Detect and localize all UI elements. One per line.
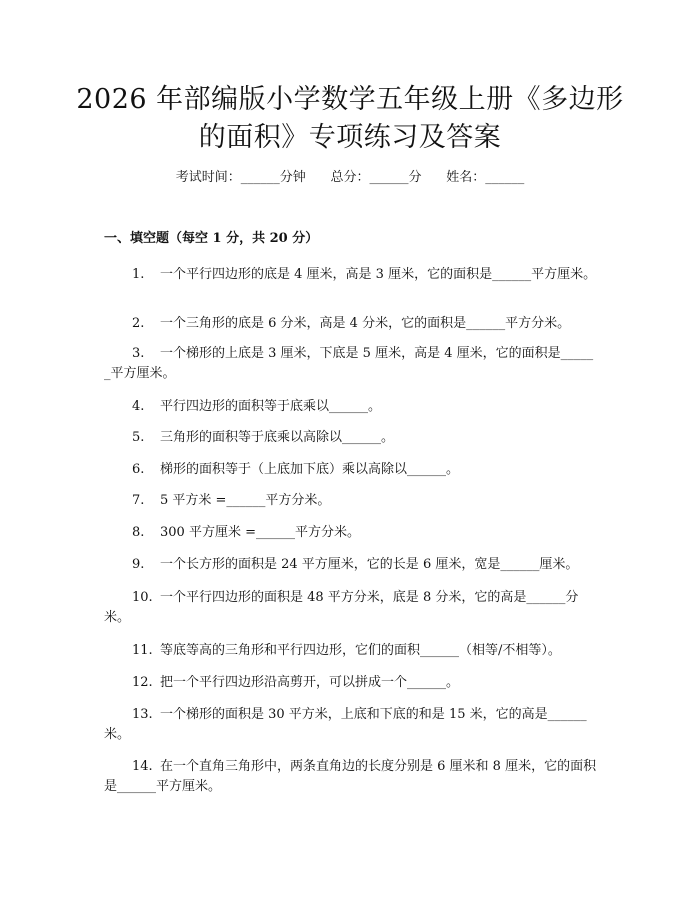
question-text: 一个梯形的面积是 30 平方米，上底和下底的和是 15 米，它的高是______米。 [104,707,587,742]
section-heading-fill-in: 一、填空题（每空 1 分，共 20 分） [104,231,319,246]
question-text: 三角形的面积等于底乘以高除以______。 [160,430,395,445]
question-number: 6. [132,462,145,477]
question-number: 5. [132,430,145,445]
question-number: 9. [132,557,145,572]
question-text: 平行四边形的面积等于底乘以______。 [160,399,382,414]
question-10 [104,588,598,628]
question-number: 11. [132,643,153,658]
question-2 [104,314,598,334]
question-3 [104,344,598,384]
question-13 [104,705,598,745]
question-text: 把一个平行四边形沿高剪开，可以拼成一个______。 [160,675,460,690]
question-number: 8. [132,525,145,540]
question-text: 5 平方米 =______平方分米。 [160,493,331,508]
question-text: 一个平行四边形的底是 4 厘米，高是 3 厘米，它的面积是______平方厘米。 [160,267,597,282]
question-9 [104,555,598,575]
question-number: 3. [132,346,145,361]
question-text: 梯形的面积等于（上底加下底）乘以高除以______。 [160,462,460,477]
exam-info-line: 考试时间：______分钟 总分：______分 姓名：______ [175,170,525,185]
document-title-line-1: 2026 年部编版小学数学五年级上册《多边形 [76,84,624,115]
question-number: 4. [132,399,145,414]
question-8 [104,523,598,543]
question-text: 在一个直角三角形中，两条直角边的长度分别是 6 厘米和 8 厘米，它的面积是______平方厘米。 [104,759,597,794]
question-number: 1. [132,267,145,282]
question-12 [104,673,598,693]
question-number: 2. [132,316,145,331]
question-1 [104,265,598,285]
question-5 [104,428,598,448]
question-14 [104,757,598,797]
question-7 [104,491,598,511]
question-text: 300 平方厘米 =______平方分米。 [160,525,360,540]
question-number: 10. [132,590,153,605]
question-number: 14. [132,759,153,774]
question-number: 13. [132,707,153,722]
question-text: 一个三角形的底是 6 分米，高是 4 分米，它的面积是______平方分米。 [160,316,571,331]
question-text: 等底等高的三角形和平行四边形，它们的面积______（相等/不相等）。 [160,643,561,658]
question-6 [104,460,598,480]
question-number: 12. [132,675,153,690]
question-text: 一个长方形的面积是 24 平方厘米，它的长是 6 厘米，宽是______厘米。 [160,557,579,572]
question-11 [104,641,598,661]
question-number: 7. [132,493,145,508]
document-title-line-2: 的面积》专项练习及答案 [198,122,502,153]
question-text: 一个梯形的上底是 3 厘米，下底是 5 厘米，高是 4 厘米，它的面积是______平方厘米。 [104,346,594,381]
question-text: 一个平行四边形的面积是 48 平方分米，底是 8 分米，它的高是______分米。 [104,590,579,625]
question-4 [104,397,598,417]
